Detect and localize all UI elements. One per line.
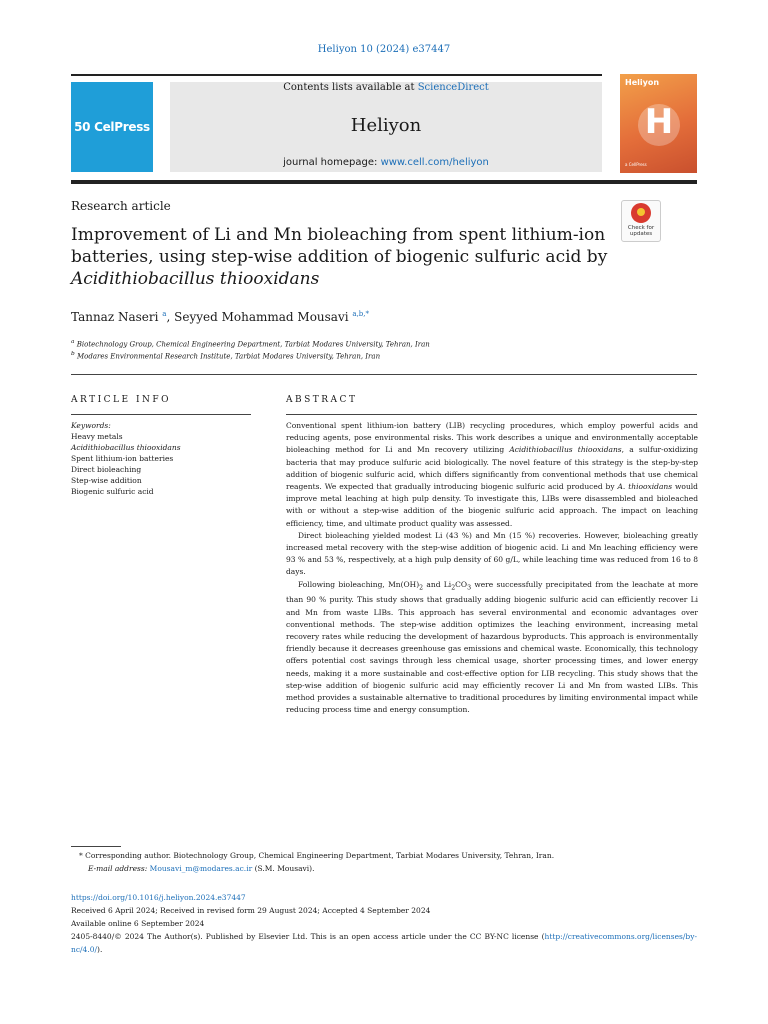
corresponding-author-note: * Corresponding author. Biotechnology Group, Chemical Engineering Department, Tarbiat Modares University, Tehran, Iran.	[79, 851, 555, 860]
article-info-heading: ARTICLE INFO	[71, 395, 172, 405]
check-updates-icon	[631, 203, 651, 223]
abstract-body	[286, 420, 698, 716]
license-statement	[71, 931, 697, 956]
email-note	[88, 864, 315, 873]
title-line-3: Acidithiobacillus thiooxidans	[71, 269, 320, 289]
affiliation-b-sup: b	[71, 351, 75, 357]
author-list: Tannaz Naseri $^a$, Seyyed Mohammad Mousavi $^{a,b,*}$	[71, 310, 370, 324]
check-updates-label: Check for updates	[627, 225, 655, 237]
subscript: 3	[467, 584, 472, 592]
journal-reference[interactable]: Heliyon 10 (2024) e37447	[317, 44, 451, 55]
subscript: 2	[451, 584, 456, 592]
homepage-prefix: journal homepage:	[283, 157, 381, 168]
keywords-label: Keywords:	[71, 421, 111, 430]
check-for-updates-button[interactable]	[621, 200, 661, 242]
affiliation-a	[71, 339, 430, 348]
title-line-2: batteries, using step-wise addition of biogenic sulfuric acid by	[71, 247, 608, 267]
affiliation-a-text: Biotechnology Group, Chemical Engineering Department, Tarbiat Modares University, Tehran, Iran	[76, 340, 430, 349]
author-2[interactable]: Seyyed Mohammad Mousavi	[174, 310, 349, 324]
cellpress-logo-box[interactable]	[71, 82, 153, 172]
email-suffix: (S.M. Mousavi).	[252, 864, 315, 873]
abstract-species-short: A. thiooxidans	[617, 482, 673, 492]
abstract-species: Acidithiobacillus thiooxidans	[509, 445, 622, 455]
journal-name: Heliyon	[350, 115, 422, 136]
affiliation-b	[71, 351, 380, 360]
abstract-paragraph-1	[286, 420, 698, 530]
section-rule	[71, 374, 697, 375]
keyword-item: Heavy metals	[71, 432, 123, 441]
keyword-item: Spent lithium-ion batteries	[71, 454, 174, 463]
keywords-block	[71, 420, 181, 497]
footnote-rule	[71, 846, 121, 847]
abstract-text: were successfully precipitated from the leachate at more than 90 % purity. This study shows that gradually adding biogenic sulfuric acid can efficiently recover Li and Mn from waste LIBs. This approach has several environmental and economic advantages over conventional methods. The step-wise addition optimizes the leaching environment, increasing metal recovery rates while reducing the development of hazardous byproducts. This approach is environmentally friendly because it decreases greenhouse gas emissions and chemical waste. Economically, this technology offers potential cost savings through less chemical usage, shorter processing times, and lower energy needs, making it a more sustainable and cost-effective option for LIB recycling. This study shows that the step-wise addition of biogenic sulfuric acid may efficiently recover Li and Mn from wasted LIBs. This method provides a sustainable alternative to traditional procedures by limiting environmental impact while reducing process time and energy consumption.	[286, 579, 699, 715]
affiliation-b-text: Modares Environmental Research Institute, Tarbiat Modares University, Tehran, Iran	[76, 352, 381, 361]
author-1[interactable]: Tannaz Naseri	[71, 310, 159, 324]
cover-letter: H	[644, 102, 674, 142]
keyword-item: Biogenic sulfuric acid	[71, 487, 154, 496]
contents-line	[170, 82, 602, 93]
abstract-text: and Li	[423, 579, 452, 589]
abstract-text: Conventional spent lithium-ion battery (LIB) recycling procedures, which employ powerful acids and reducing agents, pose environmental risks. This work describes a unique and environmentally acceptable bioleaching method for Li and Mn recovery utilizing	[286, 421, 698, 455]
article-type: Research article	[71, 199, 171, 213]
homepage-link[interactable]: www.cell.com/heliyon	[380, 157, 489, 168]
cellpress-logo: 50 CelPress	[74, 120, 150, 134]
keyword-item: Direct bioleaching	[71, 465, 142, 474]
available-online: Available online 6 September 2024	[71, 919, 205, 928]
article-info-rule	[71, 414, 251, 415]
keyword-item: Acidithiobacillus thiooxidans	[71, 443, 181, 452]
email-label: E-mail address:	[88, 864, 148, 873]
license-end: ).	[97, 944, 103, 954]
abstract-paragraph-2: Direct bioleaching yielded modest Li (43 %) and Mn (15 %) recoveries. However, bioleaching greatly increased metal recovery with the step-wise addition of biogenic acid. Li and Mn leaching efficiency were 93 % and 53 %, respectively, at a high pulp density of 60 g/L, while leaching time was reduced from 16 to 8 days.	[286, 530, 698, 577]
header-rule	[71, 180, 697, 184]
journal-cover-image[interactable]	[620, 74, 697, 173]
received-dates: Received 6 April 2024; Received in revised form 29 August 2024; Accepted 4 September 2024	[71, 906, 431, 915]
author-1-affiliation-sup[interactable]: a	[162, 310, 167, 318]
affiliation-a-sup: a	[71, 339, 75, 345]
keyword-item: Step-wise addition	[71, 476, 142, 485]
article-title	[71, 224, 611, 290]
author-2-affiliation-sup[interactable]: a,b,*	[352, 310, 370, 318]
contents-prefix: Contents lists available at	[283, 82, 418, 93]
title-line-1: Improvement of Li and Mn bioleaching from spent lithium-ion	[71, 225, 606, 245]
abstract-text: Following bioleaching, Mn(OH)	[298, 579, 420, 589]
cover-title: Heliyon	[625, 78, 660, 87]
license-text: 2405-8440/© 2024 The Author(s). Published by Elsevier Ltd. This is an open access article under the CC BY-NC license (	[71, 932, 545, 941]
email-link[interactable]: Mousavi_m@modares.ac.ir	[149, 864, 253, 873]
subscript: 2	[419, 584, 424, 592]
abstract-text: would improve metal leaching at high pulp density. To investigate this, LIBs were disassembled and bioleached with or without a step-wise addition of the biogenic sulfuric acid approach. The impact on leaching efficiency, time, and ultimate product quality was assessed.	[286, 482, 698, 528]
homepage-line	[170, 157, 602, 168]
doi-link[interactable]: https://doi.org/10.1016/j.heliyon.2024.e37447	[71, 893, 246, 902]
abstract-text: CO	[455, 579, 468, 589]
abstract-paragraph-3	[286, 579, 698, 717]
abstract-heading: ABSTRACT	[286, 395, 358, 405]
abstract-rule	[286, 414, 697, 415]
abstract-text: , a sulfur-oxidizing bacteria that may produce sulfuric acid biologically. The novel feature of this strategy is the step-by-step addition of biogenic sulfuric acid, which differs significantly from conventional methods that use chemical reagents. We expected that gradually introducing biogenic sulfuric acid produced by	[286, 445, 699, 492]
sciencedirect-link[interactable]: ScienceDirect	[417, 82, 489, 93]
cover-footer: a CellPress	[625, 162, 647, 167]
license-link[interactable]: http://creativecommons.org/licenses/by-nc/4.0/	[71, 932, 697, 954]
